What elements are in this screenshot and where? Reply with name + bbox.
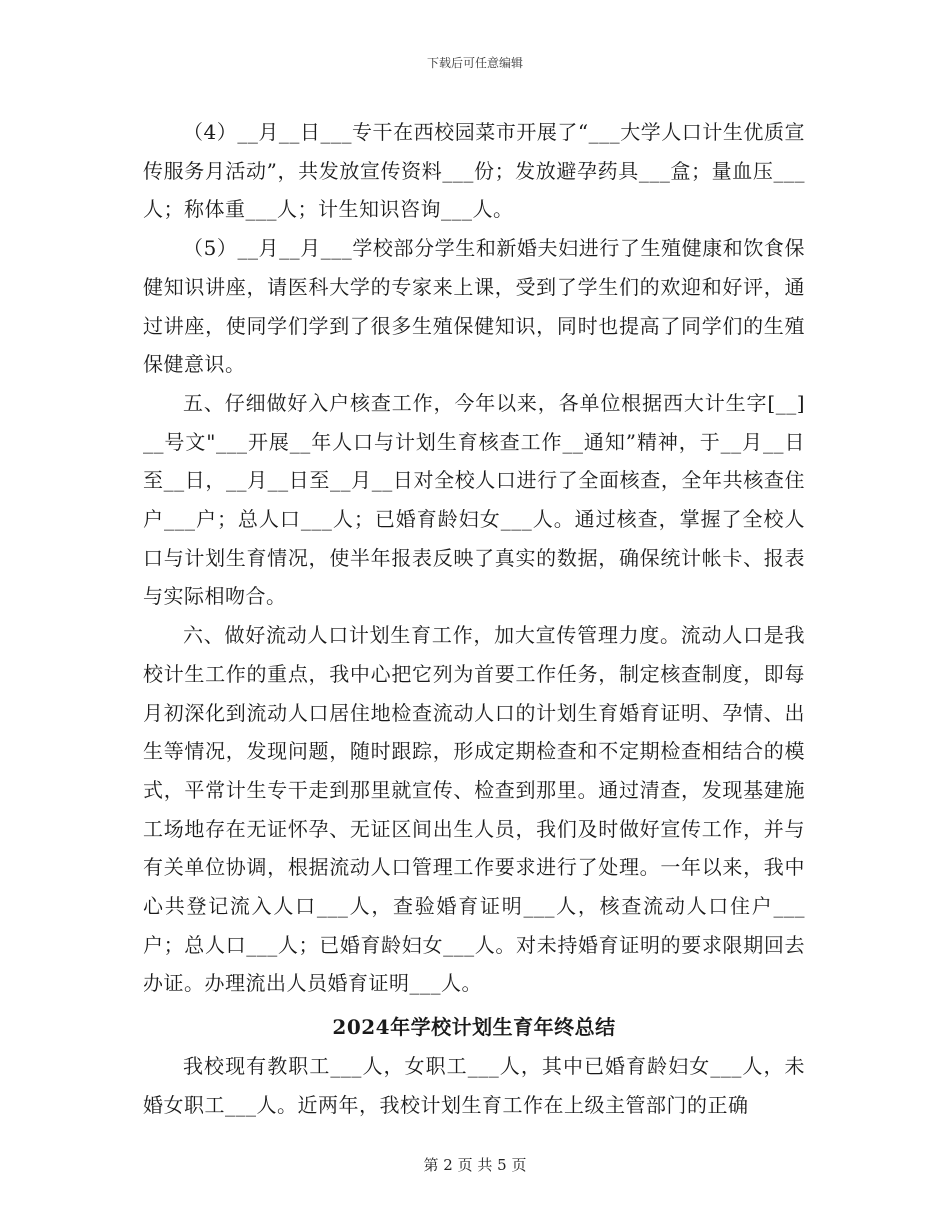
header-note: 下载后可任意编辑 <box>426 56 523 70</box>
section-title: 2024年学校计划生育年终总结 <box>332 1015 616 1040</box>
section-intro-paragraph: 我校现有教职工___人，女职工___人，其中已婚育龄妇女___人，未婚女职工___人。近两年，我校计划生育工作在上级主管部门的正确 <box>143 1054 805 1117</box>
page-number: 第 2 页 共 5 页 <box>423 1156 527 1174</box>
paragraph-section-5: 五、仔细做好入户核查工作，今年以来，各单位根据西大计生字[__]__号文"___开展__年人口与计划生育核查工作__通知”精神，于__月__日至__日，__月__日至__月__日对全校人口进行了全面核查，全年共核查住户___户；总人口___人；已婚育龄妇女___人。通过核查，掌握了全校人口与计划生育情况，使半年报表反映了真实的数据，确保统计帐卡、报表与实际相吻合。 <box>143 390 805 609</box>
paragraph-item-5: （5）__月__月___学校部分学生和新婚夫妇进行了生殖健康和饮食保健知识讲座，请医科大学的专家来上课，受到了学生们的欢迎和好评，通过讲座，使同学们学到了很多生殖保健知识，同时也提高了同学们的生殖保健意识。 <box>143 236 805 377</box>
paragraph-item-4: （4）__月__日___专干在西校园菜市开展了“___大学人口计生优质宣传服务月活动”，共发放宣传资料___份；发放避孕药具___盒；量血压___人；称体重___人；计生知识咨询___人。 <box>143 120 805 222</box>
document-body <box>143 113 805 1125</box>
paragraph-section-6: 六、做好流动人口计划生育工作，加大宣传管理力度。流动人口是我校计生工作的重点，我中心把它列为首要工作任务，制定核查制度，即每月初深化到流动人口居住地检查流动人口的计划生育婚育证明、孕情、出生等情况，发现问题，随时跟踪，形成定期检查和不定期检查相结合的模式，平常计生专干走到那里就宣传、检查到那里。通过清查，发现基建施工场地存在无证怀孕、无证区间出生人员，我们及时做好宣传工作，并与有关单位协调，根据流动人口管理工作要求进行了处理。一年以来，我中心共登记流入人口___人，查验婚育证明___人，核查流动人口住户___户；总人口___人；已婚育龄妇女___人。对未持婚育证明的要求限期回去办证。办理流出人员婚育证明___人。 <box>143 623 805 996</box>
